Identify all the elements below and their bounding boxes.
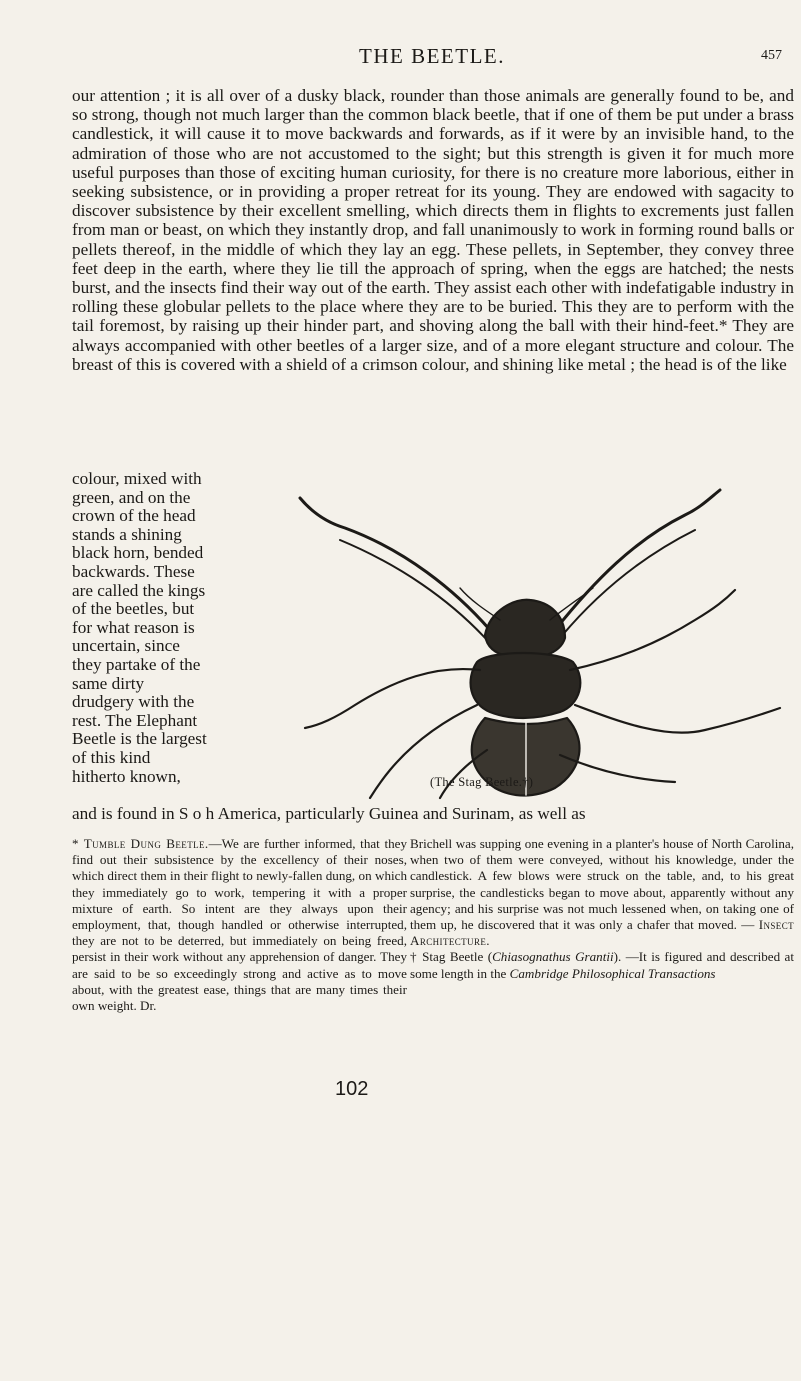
footnote-source: Insect Architecture. [410, 917, 794, 949]
body-paragraph: our attention ; it is all over of a dusky black, rounder than those animals are generally found to be, and so strong, though not much larger than the common black beetle, that if one of them be put under a brass candlestick, it will cause it to move backwards and forwards, as if it were by an invisible hand, to the admiration of those who are not accustomed to the sight; but this strength is given it for much more useful purposes than those of exciting human curiosity, for there is no creature more laborious, either in seeking subsistence, or in providing a proper retreat for its young. They are endowed with sagacity to discover subsistence by their excellent smelling, which directs them in flights to excrements just fallen from man or beast, on which they instantly drop, and fall unanimously to work in forming round balls or pellets thereof, in the middle of which they lay an egg. These pellets, in September, they convey three feet deep in the earth, where they lie till the approach of spring, when the eggs are hatched; the nests burst, and the insects find their way out of the earth. They assist each other with indefatigable industry in rolling these globular pellets to the place where they are to be buried. This they are to perform with the tail foremost, by raising up their hinder part, and shoving along the ball with their hind-feet.* They are always accompanied with other beetles of a larger size, and of a more elegant structure and colour. The breast of this is covered with a shield of a crimson colour, and shining like metal ; the head is of the like [72, 86, 794, 374]
footnote-stag-latin: Chiasognathus Grantii [492, 949, 614, 965]
footnote-right-text: Brichell was supping one evening in a planter's house of North Carolina, when two of them were conveyed, without his knowledge, under the candlestick. A few blows were struck on the table, and, to his great surprise, the candlesticks began to move about, apparently without any agency; and his surprise was not much lessened when, on taking one of them up, he discovered that it was only a chafer that moved. — [410, 836, 794, 933]
closing-line: and is found in S o h America, particularly Guinea and Surinam, as well as [72, 804, 586, 823]
running-title: THE BEETLE. [359, 44, 505, 68]
mid-right-leg [575, 705, 780, 733]
footnote-left-text: —We are further informed, that they find out their subsistence by the excellency of their noses, which direct them in their flight to newly-fallen dung, on which they immediately go to work, tempering it with a proper mixture of earth. So intent are they always upon their employment, that, though handled or otherwise interrupted, they are not to be deterred, but immediately on being freed, persist in their work without any apprehension of danger. They are said to be so exceedingly strong and active as to move about, with the greatest ease, things that are many times their own weight. Dr. [72, 836, 407, 1014]
beetle-thorax [471, 653, 581, 718]
footnote-tumble-dung-beetle [72, 836, 407, 1014]
folio-number: 102 [335, 1078, 369, 1100]
left-mandible [300, 498, 490, 630]
footnote-stag-mid: ). —It is figured and described at some length in the [410, 949, 794, 981]
front-left-leg [305, 669, 480, 728]
page-header [72, 44, 792, 70]
body-left-column: colour, mixed with green, and on the crown of the head stands a shining black horn, bended backwards. These are called the kings of the beetles, but for what reason is uncertain, since they partake of the same dirty drudgery with the rest. The Elephant Beetle is the largest of this kind hitherto known, [72, 469, 207, 786]
stag-beetle-illustration [215, 470, 800, 800]
figure-caption: (The Stag Beetle.†) [430, 775, 534, 789]
right-mandible [555, 490, 720, 630]
footnote-right-column [410, 836, 794, 982]
stag-beetle-drawing [215, 470, 800, 800]
beetle-head [485, 600, 565, 659]
footnote-heading: * Tumble Dung Beetle. [72, 836, 209, 851]
footnote-stag-prefix: † Stag Beetle ( [410, 949, 493, 965]
page-number: 457 [761, 48, 782, 63]
footnote-stag-journal: Cambridge Philosophical Transactions [509, 965, 716, 981]
